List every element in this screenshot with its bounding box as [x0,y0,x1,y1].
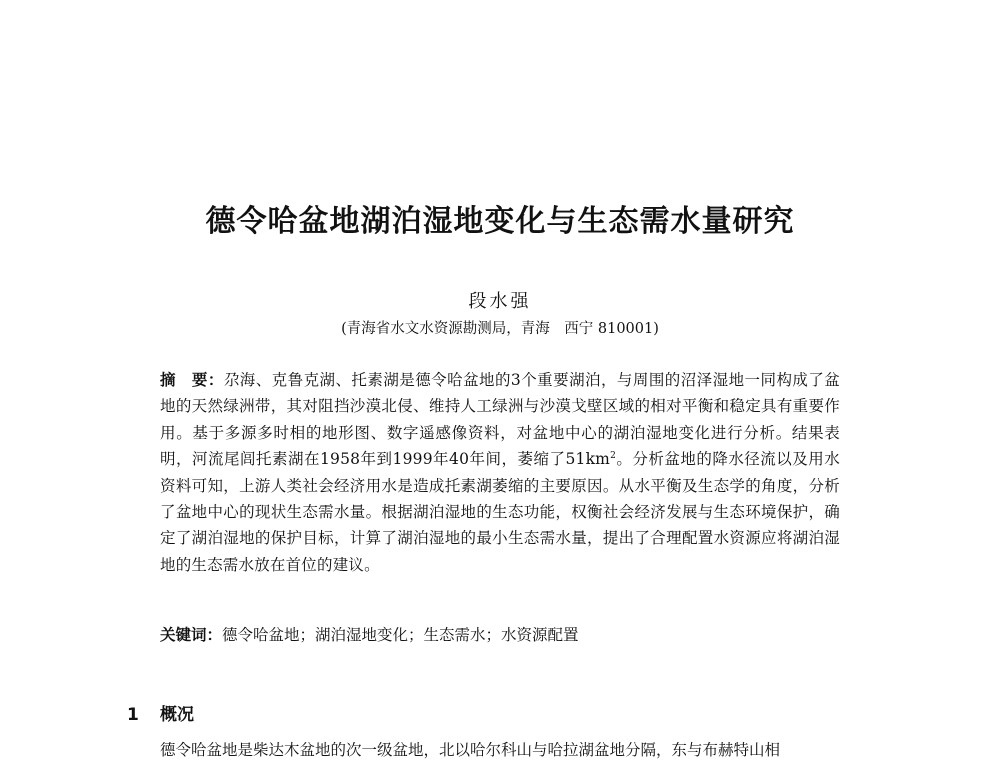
abstract-text-continued: 。分析盆地的降水径流以及用水资料可知，上游人类社会经济用水是造成托素湖萎缩的主要原因。从水平衡及生态学的角度，分析了盆地中心的现状生态需水量。根据湖泊湿地的生态功能，权衡社会经济发展与生态环境保护，确定了湖泊湿地的保护目标，计算了湖泊湿地的最小生态需水量，提出了合理配置水资源应将湖泊湿地的生态需水放在首位的建议。 [160,450,841,574]
section-number: 1 [127,705,139,725]
author-name: 段水强 [468,291,532,312]
abstract [160,367,840,578]
keywords-label: 关键词： [160,626,223,644]
author-affiliation: (青海省水文水资源勘测局，青海 西宁 810001) [341,321,659,337]
body-paragraph: 德令哈盆地是柴达木盆地的次一级盆地，北以哈尔科山与哈拉湖盆地分隔，东与布赫特山相 [160,741,781,759]
keywords-text: 德令哈盆地；湖泊湿地变化；生态需水；水资源配置 [222,626,579,644]
abstract-label: 摘 要： [160,371,224,389]
keywords [160,623,840,647]
paper-title: 德令哈盆地湖泊湿地变化与生态需水量研究 [205,204,795,239]
abstract-text: 尕海、克鲁克湖、托素湖是德令哈盆地的3个重要湖泊，与周围的沼泽湿地一同构成了盆地的天然绿洲带，其对阻挡沙漠北侵、维持人工绿洲与沙漠戈壁区域的相对平衡和稳定具有重要作用。基于多源多时相的地形图、数字遥感像资料，对盆地中心的湖泊湿地变化进行分析。结果表明，河流尾闾托素湖在1958年到1999年40年间，萎缩了51km [160,371,840,469]
section-heading [127,700,194,725]
abstract-superscript: 2 [610,451,617,462]
section-title: 概况 [160,705,194,725]
